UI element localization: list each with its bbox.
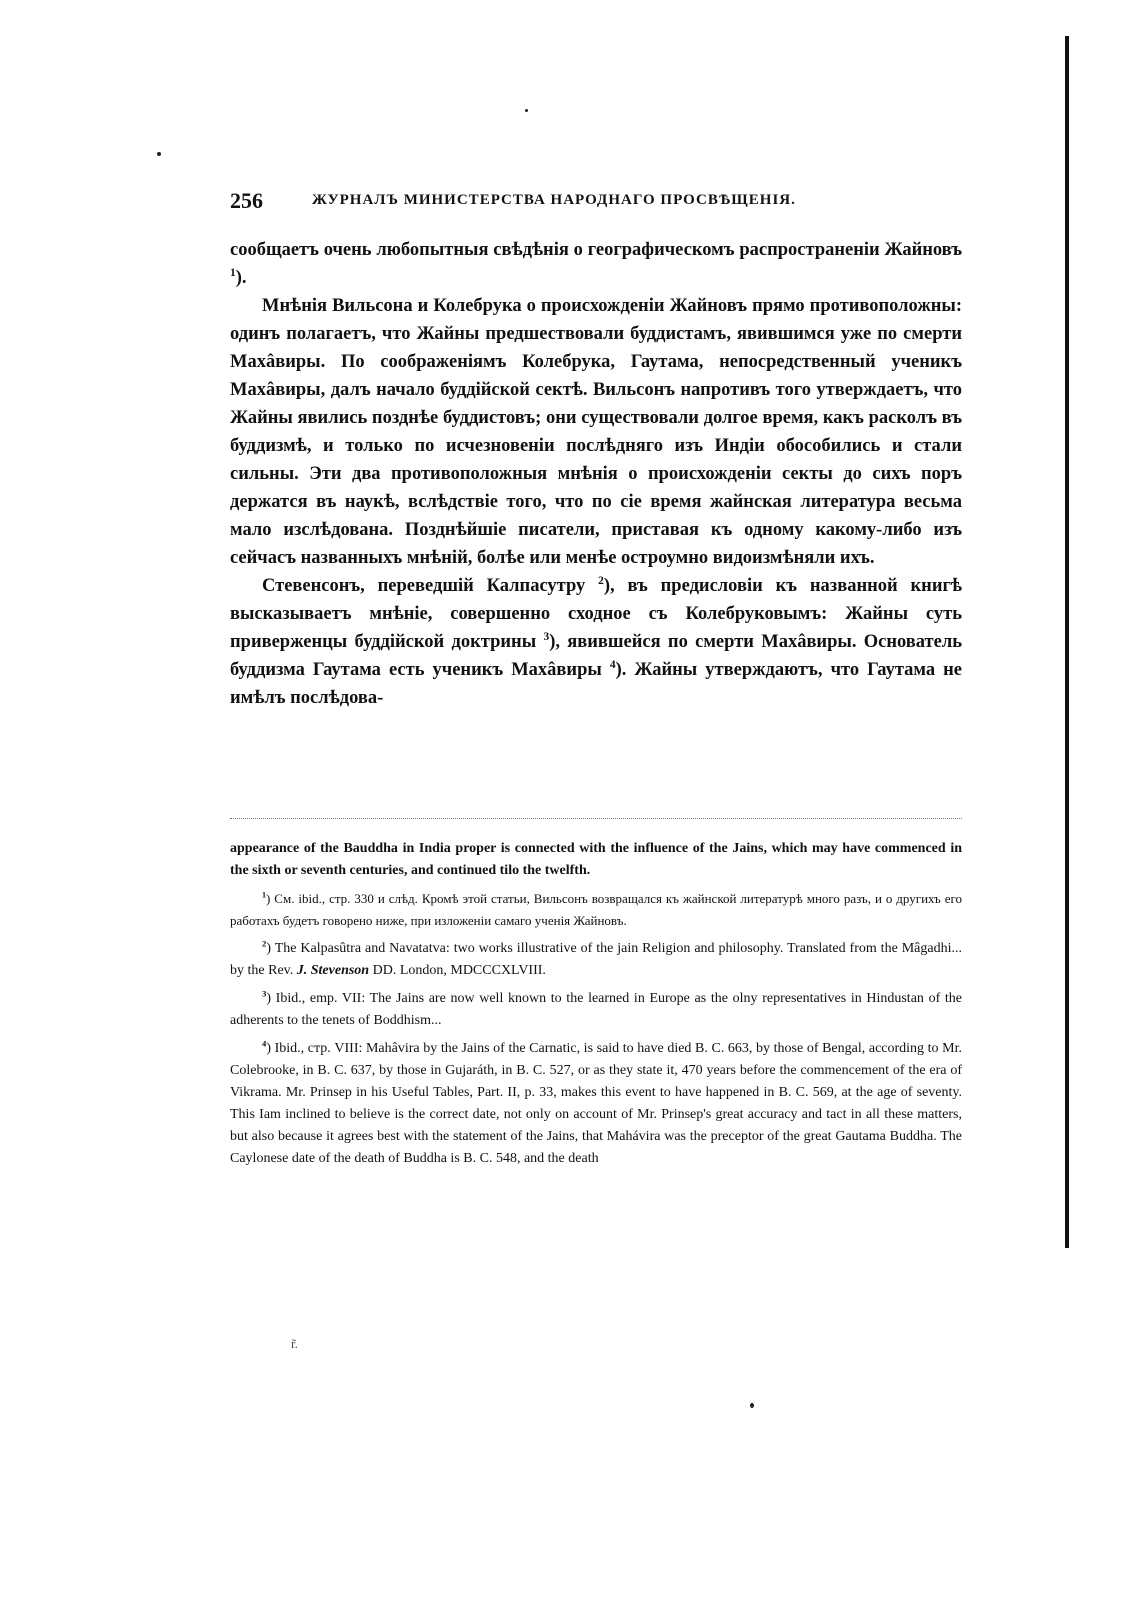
page-number: 256 (230, 188, 263, 213)
footnote-2-author: J. Stevenson (296, 963, 370, 978)
scan-speck (750, 1403, 754, 1408)
footnote-1-marker: 1 (262, 890, 267, 900)
running-title: ЖУРНАЛЪ МИНИСТЕРСТВА НАРОДНАГО ПРОСВѢЩЕНІЯ. (312, 192, 796, 208)
bottom-mark: r̃. (291, 1336, 298, 1351)
footnote-4-text: ) Ibid., стр. VIII: Mahâvira by the Jains of the Carnatic, is said to have died B. C. 663, by those of Bengal, according to Mr. Colebrooke, in B. C. 637, by those in Gujaráth, in B. C. 527, or as they state it, 470 years before the commencement of the era of Vikrama. Mr. Prinsep in his Useful Tables, Part. II, p. 33, makes this event to have happened in B. C. 569, at the age of seventy. This Iam inclined to believe is the correct date, not only on account of Mr. Prinsep's great accuracy and tact in all these matters, but also because it agrees best with the statement of the Jains, that Mahávira was the preceptor of the great Gautama Buddha. The Caylonese date of the death of Buddha is B. C. 548, and the death (230, 1041, 962, 1166)
paragraph-3-text-b: ), въ предисловіи къ названной книгѣ высказываетъ мнѣніе, совершенно сходное съ Колебруковымъ: Жайны суть приверженцы буддійской доктрины (230, 576, 963, 652)
paragraph-3-text-c: ), явившейся по смерти Махâвиры. Основатель буддизма Гаутама есть ученикъ Махâвиры (230, 632, 963, 680)
paragraph-1-text: сообщаетъ очень любопытныя свѣдѣнія о географическомъ распространеніи Жайновъ (230, 240, 962, 260)
footnote-ref-4: 4 (609, 658, 616, 671)
page-edge-rule (1065, 36, 1069, 1248)
paragraph-2 (230, 292, 962, 572)
footnote-2 (230, 938, 962, 982)
paragraph-3-text-d: ). Жайны утверждаютъ, что Гаутама не имѣлъ послѣдова- (230, 660, 963, 708)
footnote-3 (230, 988, 962, 1032)
footnote-ref-2: 2 (598, 574, 604, 587)
footnote-3-marker: 3 (262, 988, 267, 999)
footnote-1 (230, 888, 962, 932)
paragraph-2-text: Мнѣнія Вильсона и Колебрука о происхожденіи Жайновъ прямо противоположны: одинъ полагаетъ, что Жайны предшествовали буддистамъ, явившимся уже по смерти Махâвиры. По соображеніямъ Колебрука, Гаутама, непосредственный ученикъ Махâвиры, далъ начало буддійской сектѣ. Вильсонъ напротивъ того утверждаетъ, что Жайны явились позднѣе буддистовъ; они существовали долгое время, какъ расколъ въ буддизмѣ, и только по исчезновеніи послѣдняго изъ Индіи обособились и стали сильны. Эти два противоположныя мнѣнія о происхожденіи секты до сихъ поръ держатся въ наукѣ, вслѣдствіе того, что по сіе время жайнская литература весьма мало изслѣдована. Позднѣйшіе писатели, приставая къ одному какому-либо изъ сейчасъ названныхъ мнѣній, болѣе или менѣе остроумно видоизмѣняли ихъ. (230, 296, 962, 568)
scan-speck (525, 109, 528, 112)
footnote-2-text-a: ) The Kalpasûtra and Navatatva: two works illustrative of the jain Religion and philosophy. Translated from the Mâgadhi... by the Rev. (230, 941, 962, 978)
paragraph-1 (230, 236, 962, 292)
continued-footnote: appearance of the Bauddha in India proper is connected with the influence of the Jains, which may have commenced in the sixth or seventh centuries, and continued tilo the twelfth. (230, 841, 962, 878)
footnote-3-text: ) Ibid., emp. VII: The Jains are now well known to the learned in Europe as the olny representatives in Hindustan of the adherents to the tenets of Boddhism... (230, 991, 962, 1028)
footnote-4 (230, 1038, 962, 1170)
footnote-1-text: ) См. ibid., стр. 330 и слѣд. Кромѣ этой статьи, Вильсонъ возвращался къ жайнской литературѣ много разъ, и о другихъ его работахъ будетъ говорено ниже, при изложеніи самаго ученія Жайновъ. (230, 891, 962, 928)
footnote-ref-3: 3 (543, 630, 550, 643)
page-header (230, 188, 970, 212)
footnote-ref-1: 1 (230, 266, 236, 279)
paragraph-1-end: ). (235, 268, 247, 288)
main-text (230, 236, 962, 712)
paragraph-3-text-a: Стевенсонъ, переведшій Калпасутру (262, 576, 586, 596)
footnote-2-text-b: DD. London, MDCCCXLVIII. (372, 963, 546, 978)
footnote-divider (230, 818, 962, 819)
footnotes (230, 838, 962, 1176)
paragraph-3 (230, 572, 962, 712)
scan-speck (157, 152, 161, 156)
footnote-4-marker: 4 (262, 1038, 267, 1049)
footnote-2-marker: 2 (262, 938, 267, 949)
